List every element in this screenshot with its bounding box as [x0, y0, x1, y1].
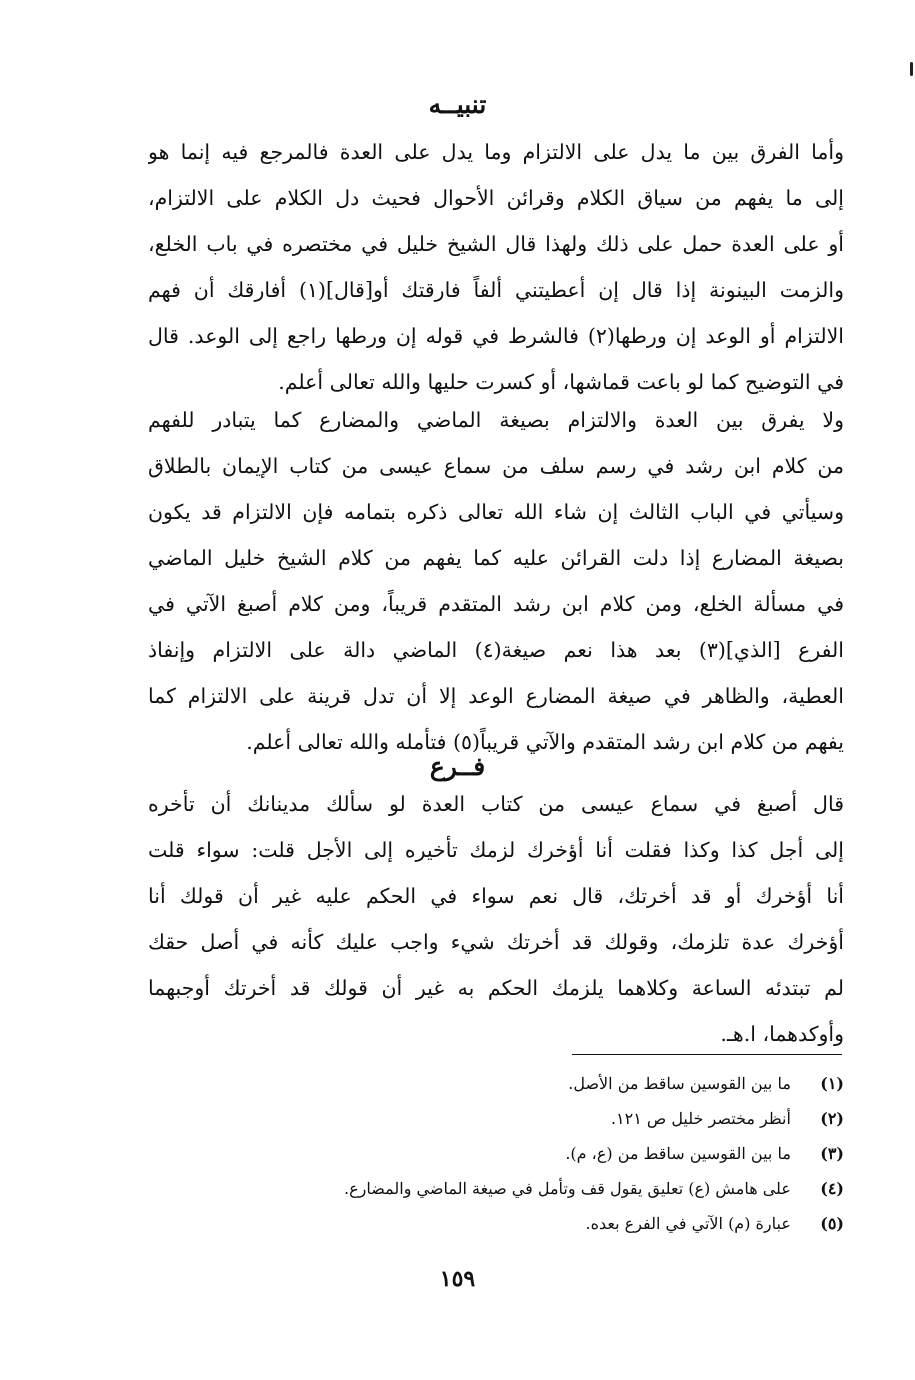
footnote-text: ما بين القوسين ساقط من الأصل. [568, 1074, 791, 1093]
paragraph-1 [148, 129, 844, 405]
text-line: في التوضيح كما لو باعت قماشها، أو كسرت حليها والله تعالى أعلم. [278, 370, 844, 394]
footnote [148, 1136, 844, 1171]
text-line: الفرع [الذي](٣) بعد هذا نعم صيغة(٤) الماضي دالة على الالتزام وإنفاذ [148, 638, 844, 662]
paragraph-3 [148, 781, 844, 1057]
footnote-separator [572, 1054, 842, 1055]
footnote-text: عبارة (م) الآتي في الفرع بعده. [585, 1214, 791, 1233]
text-line: في مسألة الخلع، ومن كلام ابن رشد المتقدم قريباً، ومن كلام أصبغ الآتي في [148, 592, 844, 616]
text-line: قال أصبغ في سماع عيسى من كتاب العدة لو سألك مدينانك أن تأخره [148, 792, 844, 816]
text-line: إلى ما يفهم من سياق الكلام وقرائن الأحوال فحيث دل الكلام على الالتزام، [148, 186, 844, 210]
text-line: أؤخرك عدة تلزمك، وقولك قد أخرتك شيء واجب عليك كأنه في أصل حقك [148, 930, 844, 954]
text-line: الالتزام أو الوعد إن ورطها(٢) فالشرط في قوله إن ورطها راجع إلى الوعد. قال [148, 324, 844, 348]
text-line: إلى أجل كذا وكذا فقلت أنا أؤخرك لزمك تأخيره إلى الأجل قلت: سواء قلت [148, 838, 844, 862]
text-line: لم تبتدئه الساعة وكلاهما يلزمك الحكم به غير أن قولك قد أخرتك أوجبهما [148, 976, 844, 1000]
paragraph-2 [148, 397, 844, 765]
page-edge-mark [910, 62, 913, 76]
text-line: والزمت البينونة إذا قال إن أعطيتني ألفاً فارقتك أو[قال](١) أفارقك أن فهم [148, 278, 844, 302]
footnote [148, 1066, 844, 1101]
text-line: أنا أؤخرك أو قد أخرتك، قال نعم سواء في الحكم عليه غير أن قولك أنا [148, 884, 844, 908]
text-line: أو على العدة حمل على ذلك ولهذا قال الشيخ خليل في مختصره في باب الخلع، [148, 232, 844, 256]
footnote-number: (٥) [820, 1214, 844, 1233]
footnote [148, 1171, 844, 1206]
heading-far: فــرع [429, 752, 486, 781]
footnote [148, 1101, 844, 1136]
text-line: وأما الفرق بين ما يدل على الالتزام وما يدل على العدة فالمرجع فيه إنما هو [148, 140, 844, 164]
footnote-number: (٤) [820, 1179, 844, 1198]
heading-tanbih: تنبيــه [428, 90, 487, 119]
text-line: ولا يفرق بين العدة والالتزام بصيغة الماضي والمضارع كما يتبادر للفهم [148, 408, 844, 432]
page-number: ١٥٩ [439, 1266, 476, 1292]
footnote-number: (٢) [820, 1109, 844, 1128]
footnote-number: (١) [820, 1074, 844, 1093]
text-line: من كلام ابن رشد في رسم سلف من سماع عيسى من كتاب الإيمان بالطلاق [148, 454, 844, 478]
text-line: وسيأتي في الباب الثالث إن شاء الله تعالى ذكره بتمامه فإن الالتزام قد يكون [148, 500, 844, 524]
footnotes [148, 1066, 844, 1241]
footnote-text: على هامش (ع) تعليق يقول قف وتأمل في صيغة الماضي والمضارع. [344, 1179, 791, 1198]
text-line: وأوكدهما، ا.هـ. [720, 1022, 844, 1046]
text-line: بصيغة المضارع إذا دلت القرائن عليه كما يفهم من كلام الشيخ خليل الماضي [148, 546, 844, 570]
text-line: العطية، والظاهر في صيغة المضارع الوعد إلا أن تدل قرينة على الالتزام كما [148, 684, 844, 708]
footnote-number: (٣) [820, 1144, 844, 1163]
footnote-text: أنظر مختصر خليل ص ١٢١. [610, 1109, 791, 1128]
text-line: يفهم من كلام ابن رشد المتقدم والآتي قريباً(٥) فتأمله والله تعالى أعلم. [246, 730, 844, 754]
footnote [148, 1206, 844, 1241]
footnote-text: ما بين القوسين ساقط من (ع، م). [565, 1144, 791, 1163]
